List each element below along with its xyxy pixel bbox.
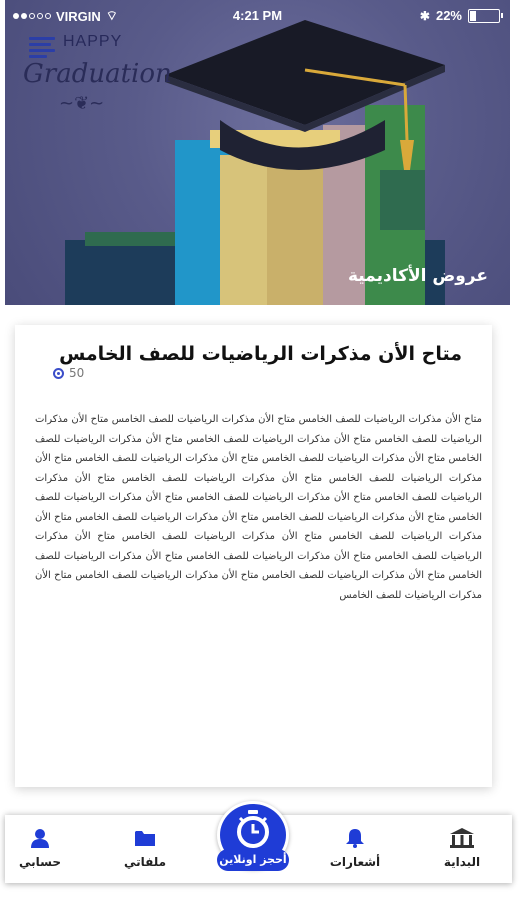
hero-banner[interactable] xyxy=(5,0,510,305)
nav-notifications-label: أشعارات xyxy=(329,855,381,869)
nav-notifications[interactable] xyxy=(310,827,400,869)
bluetooth-icon: ✱ xyxy=(419,8,430,23)
article-card xyxy=(15,325,492,787)
clock-icon xyxy=(235,810,271,850)
folder-icon xyxy=(135,827,155,849)
article-title: متاح الأن مذكرات الرياضيات للصف الخامس xyxy=(59,343,462,365)
nav-account-label: حسابي xyxy=(18,855,61,869)
battery-percent: 22% xyxy=(435,8,462,23)
views-icon xyxy=(53,368,64,379)
nav-home-label: البداية xyxy=(443,855,481,869)
nav-account[interactable] xyxy=(0,827,85,869)
flourish-icon: ~❦~ xyxy=(59,93,105,114)
logo-happy-text: HAPPY xyxy=(63,33,123,50)
nav-my-files[interactable] xyxy=(100,827,190,869)
user-icon xyxy=(31,827,49,849)
nav-my-files-label: ملفاتي xyxy=(123,855,167,869)
logo-graduation-text: Graduation xyxy=(23,59,172,89)
status-time: 4:21 PM xyxy=(232,8,283,23)
view-count xyxy=(53,366,84,380)
book-online-button[interactable] xyxy=(215,801,291,869)
bell-icon xyxy=(346,827,364,849)
status-bar xyxy=(5,0,510,30)
nav-home[interactable] xyxy=(417,827,507,869)
carrier-label: VIRGIN xyxy=(56,8,101,24)
hero-caption: عروض الأكاديمية xyxy=(347,266,488,286)
battery-icon xyxy=(468,9,500,23)
view-count-value: 50 xyxy=(69,366,85,380)
wifi-icon: ⌔ xyxy=(105,8,119,23)
article-body: متاح الأن مذكرات الرياضيات للصف الخامس متاح الأن مذكرات الرياضيات للصف الخامس متاح الأن مذكرات الرياضيات للصف الخامس متاح الأن مذكرات الرياضيات للصف الخامس متاح الأن مذكرات الرياضيات للصف الخامس متاح الأن مذكرات الرياضيات للصف الخامس متاح الأن مذكرات الرياضيات للصف الخامس متاح الأن مذكرات الرياضيات للصف الخامس متاح الأن مذكرات الرياضيات للصف الخامس متاح الأن مذكرات الرياضيات للصف الخامس متاح الأن مذكرات الرياضيات للصف الخامس متاح الأن مذكرات الرياضيات للصف الخامس متاح الأن مذكرات الرياضيات للصف الخامس متاح الأن مذكرات الرياضيات للصف الخامس متاح الأن مذكرات الرياضيات للصف الخامس متاح الأن مذكرات الرياضيات للصف الخامس متاح الأن مذكرات الرياضيات للصف الخامس متاح الأن مذكرات الرياضيات للصف الخامس متاح الأن مذكرات الرياضيات للصف الخامس متاح الأن مذكرات الرياضيات للصف الخامس متاح الأن مذكرات الرياضيات للصف الخامس متاح الأن مذكرات الرياضيات للصف الخامس xyxy=(35,414,482,601)
bottom-navigation xyxy=(5,815,512,883)
book-online-label: أحجز اونلاين xyxy=(217,849,289,871)
academy-icon xyxy=(450,827,474,849)
